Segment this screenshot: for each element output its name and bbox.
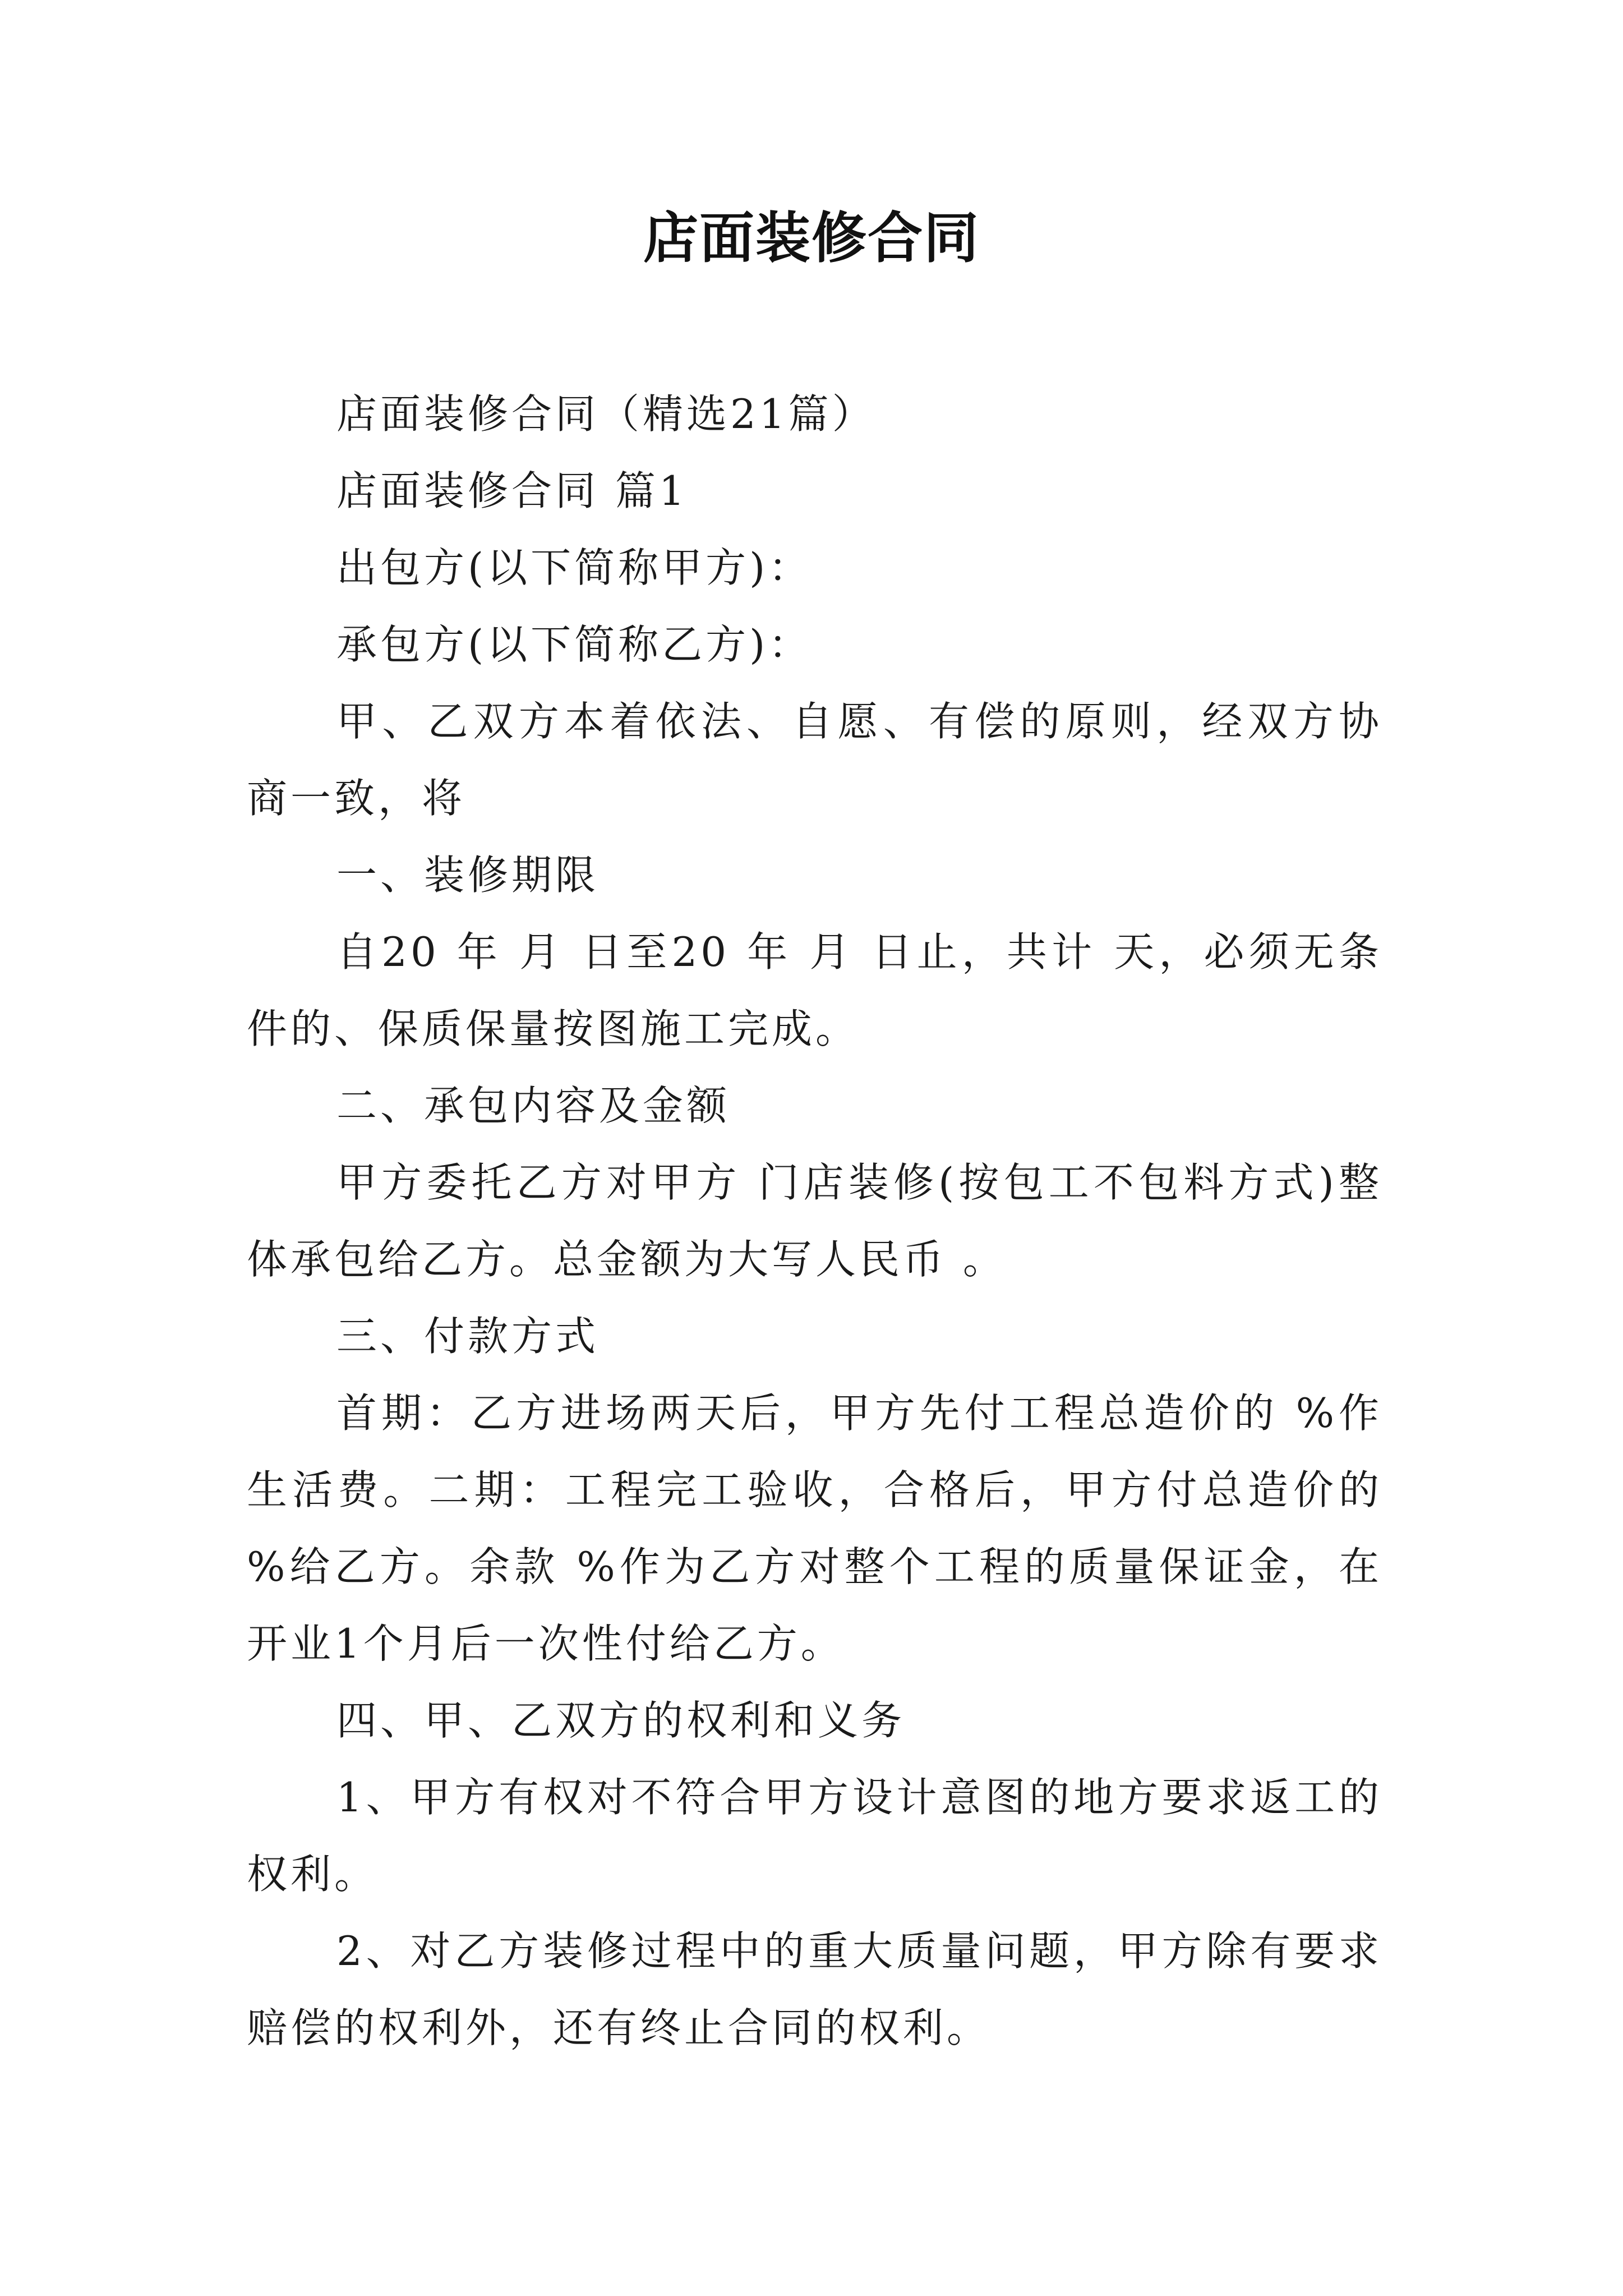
heading-term: 一、装修期限 <box>336 852 600 899</box>
heading-payment: 三、付款方式 <box>336 1313 600 1360</box>
paragraph-scope-amount: 甲方委托乙方对甲方 门店装修(按包工不包料方式)整体承包给乙方。总金额为大写人民币 。 <box>247 1159 1382 1283</box>
paragraph-payment: 首期：乙方进场两天后，甲方先付工程总造价的 %作生活费。二期：工程完工验收，合格后，甲方付总造价的 %给乙方。余款 %作为乙方对整个工程的质量保证金，在开业1个月后一次性付给乙方。 <box>247 1389 1382 1667</box>
paragraph-preamble: 甲、乙双方本着依法、自愿、有偿的原则，经双方协商一致，将 <box>247 698 1382 822</box>
paragraph-section-heading: 店面装修合同 篇1 <box>336 467 688 514</box>
paragraph-subtitle: 店面装修合同（精选21篇） <box>336 390 876 438</box>
document-body <box>247 376 1382 2067</box>
heading-rights-duties: 四、甲、乙双方的权利和义务 <box>336 1697 906 1744</box>
paragraph-party-b: 承包方(以下简称乙方)： <box>336 621 813 668</box>
heading-scope-amount: 二、承包内容及金额 <box>336 1082 731 1129</box>
paragraph-term: 自20 年 月 日至20 年 月 日止，共计 天，必须无条件的、保质保量按图施工完成。 <box>247 928 1382 1052</box>
paragraph-right-2: 2、对乙方装修过程中的重大质量问题，甲方除有要求赔偿的权利外，还有终止合同的权利。 <box>247 1927 1382 2051</box>
document-title: 店面装修合同 <box>643 206 980 270</box>
paragraph-right-1: 1、甲方有权对不符合甲方设计意图的地方要求返工的权利。 <box>247 1774 1382 1898</box>
paragraph-party-a: 出包方(以下简称甲方)： <box>336 544 813 591</box>
